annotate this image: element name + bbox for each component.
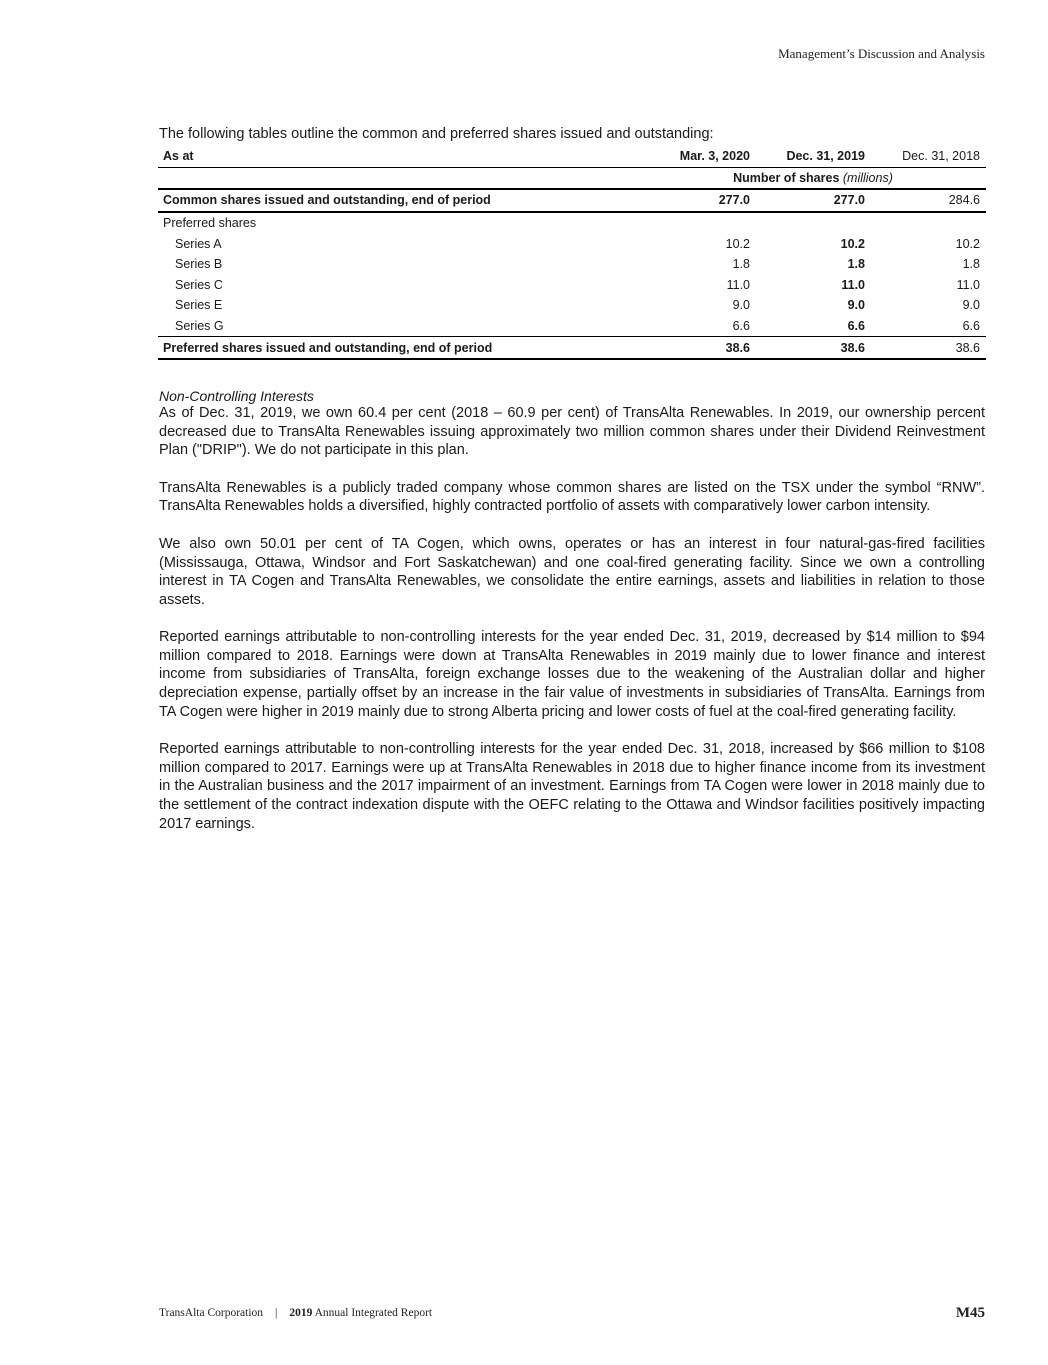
cell: 277.0	[756, 189, 871, 212]
cell: 38.6	[871, 337, 986, 359]
cell: 1.8	[847, 257, 865, 272]
row-label: Preferred shares	[163, 216, 257, 231]
unit-label: Number of shares (millions)	[641, 167, 986, 189]
series-row	[158, 233, 986, 254]
row-label: Series A	[175, 236, 222, 251]
series-row	[158, 316, 986, 337]
row-label: Series C	[175, 277, 223, 292]
unit-row	[158, 167, 986, 189]
table-intro: The following tables outline the common and preferred shares issued and outstanding:	[159, 126, 714, 142]
cell: 11.0	[841, 277, 865, 292]
cell: 9.0	[732, 298, 750, 313]
cell: 9.0	[962, 298, 980, 313]
col-header-dec-2019: Dec. 31, 2019	[756, 146, 871, 167]
col-header-dec-2018: Dec. 31, 2018	[871, 146, 986, 167]
footer	[159, 1307, 432, 1319]
cell: 10.2	[955, 236, 980, 251]
cell: 38.6	[756, 337, 871, 359]
table-header-row	[158, 146, 986, 167]
page-number: M45	[955, 1305, 985, 1321]
cell: 10.2	[840, 236, 865, 251]
preferred-total-row	[158, 337, 986, 359]
cell: 1.8	[732, 257, 750, 272]
footer-report: Annual Integrated Report	[314, 1307, 433, 1319]
cell: 11.0	[726, 277, 750, 292]
cell: 11.0	[956, 277, 980, 292]
paragraph: We also own 50.01 per cent of TA Cogen, which owns, operates or has an interest in four natural-gas-fired facilities (Mississauga, Ottawa, Windsor and Fort Saskatchewan) and one coal-fired generating facility. Since we own a controlling interest in TA Cogen and TransAlta Renewables, we consolidate the entire earnings, assets and liabilities in relation to those assets.	[159, 535, 985, 608]
row-label: Series B	[175, 257, 223, 272]
cell: 9.0	[847, 298, 865, 313]
cell: 277.0	[641, 189, 756, 212]
footer-separator: |	[275, 1307, 278, 1319]
series-row	[158, 275, 986, 296]
section-title: Non-Controlling Interests	[159, 387, 314, 404]
col-header-mar-2020: Mar. 3, 2020	[641, 146, 756, 167]
series-row	[158, 254, 986, 275]
row-label: Preferred shares issued and outstanding, end of period	[158, 337, 641, 359]
paragraph: TransAlta Renewables is a publicly traded company whose common shares are listed on the TSX under the symbol “RNW”. TransAlta Renewables holds a diversified, highly contracted portfolio of assets with comparatively lower carbon intensity.	[159, 479, 985, 515]
cell: 6.6	[732, 319, 750, 334]
col-label: As at	[158, 146, 641, 167]
common-shares-row	[158, 189, 986, 212]
page-content	[159, 126, 985, 852]
row-label: Common shares issued and outstanding, end of period	[158, 189, 641, 212]
footer-company: TransAlta Corporation	[159, 1307, 264, 1319]
cell: 1.8	[962, 257, 980, 272]
paragraph: As of Dec. 31, 2019, we own 60.4 per cent (2018 – 60.9 per cent) of TransAlta Renewables. In 2019, our ownership percent decreased due to TransAlta Renewables issuing approximately two million common shares under their Dividend Reinvestment Plan ("DRIP"). We do not participate in this plan.	[159, 404, 985, 459]
row-label: Series E	[175, 298, 223, 313]
paragraph: Reported earnings attributable to non-controlling interests for the year ended Dec. 31, 2019, decreased by $14 million to $94 million compared to 2018. Earnings were down at TransAlta Renewables in 2019 mainly due to lower finance and interest income from subsidiaries of TransAlta, foreign exchange losses due to the weakening of the Australian dollar and higher depreciation expense, partially offset by an increase in the fair value of investments in subsidiaries of TransAlta. Earnings from TA Cogen were higher in 2019 mainly due to strong Alberta pricing and lower costs of fuel at the coal-fired generating facility.	[159, 629, 985, 720]
shares-table	[158, 146, 986, 360]
cell: 6.6	[962, 319, 980, 334]
cell: 38.6	[641, 337, 756, 359]
running-header: Management’s Discussion and Analysis	[778, 46, 985, 61]
cell: 6.6	[847, 319, 865, 334]
preferred-heading-row	[158, 212, 986, 234]
paragraph: Reported earnings attributable to non-controlling interests for the year ended Dec. 31, 2018, increased by $66 million to $108 million compared to 2017. Earnings were up at TransAlta Renewables in 2018 due to higher finance income from its investment in the Australian business and the 2017 impairment of an investment. Earnings from TA Cogen were lower in 2018 mainly due to the settlement of the contract indexation dispute with the OEFC relating to the Ottawa and Windsor facilities positively impacting 2017 earnings.	[159, 741, 985, 832]
row-label: Series G	[175, 319, 224, 334]
series-row	[158, 295, 986, 316]
cell: 10.2	[725, 236, 750, 251]
footer-year: 2019	[289, 1307, 313, 1319]
cell: 284.6	[871, 189, 986, 212]
